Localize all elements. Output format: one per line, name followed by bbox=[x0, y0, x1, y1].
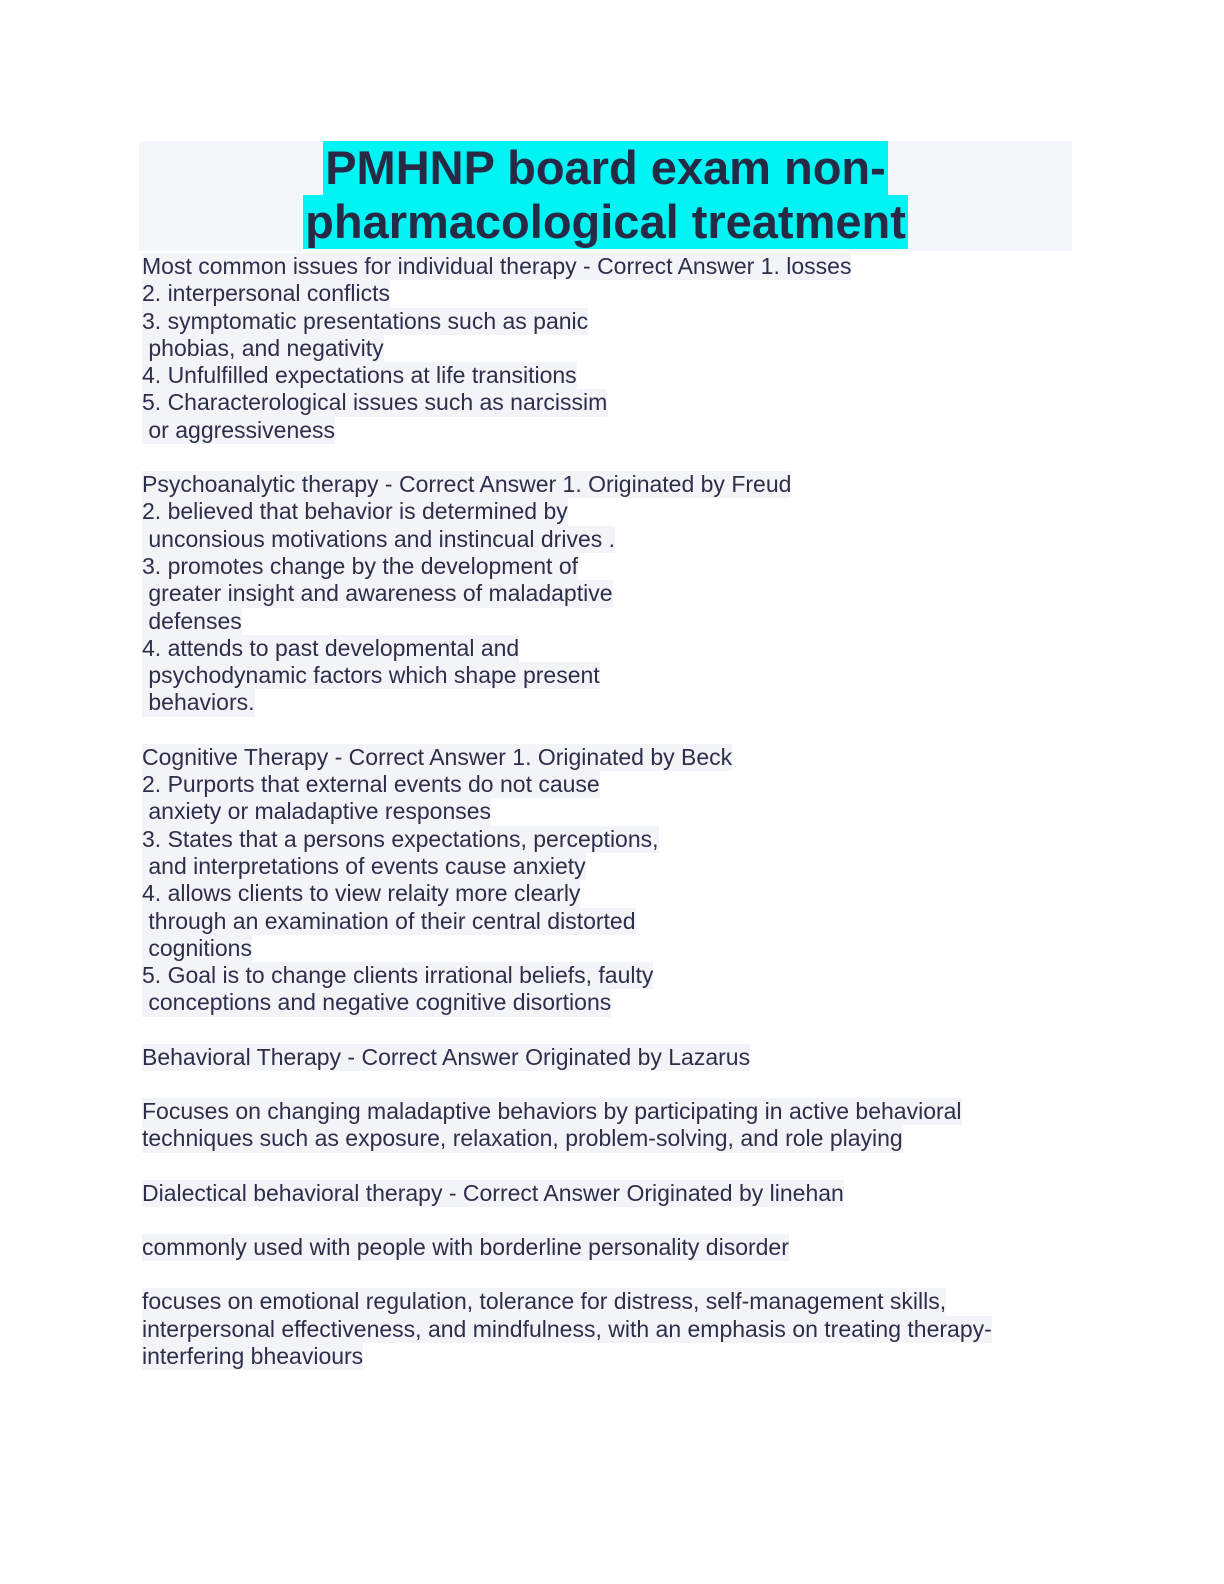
entry-answer-line: 3. States that a persons expectations, perceptions, bbox=[142, 825, 659, 852]
entry-question-line: commonly used with people with borderline personality disorder bbox=[142, 1233, 789, 1260]
entry-answer-line: greater insight and awareness of maladaptive bbox=[142, 580, 613, 607]
flashcard-entry bbox=[142, 471, 1042, 717]
flashcard-entry bbox=[142, 1044, 1042, 1071]
entry-answer-line: 2. interpersonal conflicts bbox=[142, 280, 391, 307]
entry-answer-line: 5. Characterological issues such as narcissim bbox=[142, 389, 608, 416]
entry-answer-line: and interpretations of events cause anxiety bbox=[142, 852, 586, 879]
entry-answer-line: phobias, and negativity bbox=[142, 334, 384, 361]
entry-answer-line: interfering bheaviours bbox=[142, 1342, 364, 1369]
entry-answer-line: through an examination of their central distorted bbox=[142, 907, 636, 934]
entry-question-line: Focuses on changing maladaptive behaviors by participating in active behavioral bbox=[142, 1098, 962, 1125]
entry-answer-line: behaviors. bbox=[142, 689, 255, 716]
entry-answer-line: techniques such as exposure, relaxation, problem-solving, and role playing bbox=[142, 1125, 903, 1152]
title-line-1: PMHNP board exam non- bbox=[325, 141, 886, 194]
entry-answer-line: 4. Unfulfilled expectations at life transitions bbox=[142, 362, 577, 389]
entry-answer-line: 4. attends to past developmental and bbox=[142, 634, 520, 661]
flashcard-entry bbox=[142, 1098, 1042, 1153]
flashcard-entry bbox=[142, 1234, 1042, 1261]
document-title bbox=[139, 141, 1072, 251]
entry-answer-line: unconsious motivations and instincual drives . bbox=[142, 525, 616, 552]
entry-answer-line: cognitions bbox=[142, 934, 252, 961]
entry-answer-line: psychodynamic factors which shape present bbox=[142, 662, 600, 689]
entry-question-line: Psychoanalytic therapy - Correct Answer 1. Originated by Freud bbox=[142, 471, 792, 498]
entry-question-line: Cognitive Therapy - Correct Answer 1. Originated by Beck bbox=[142, 743, 733, 770]
entry-answer-line: 2. Purports that external events do not cause bbox=[142, 771, 600, 798]
entry-answer-line: anxiety or maladaptive responses bbox=[142, 798, 492, 825]
entry-answer-line: or aggressiveness bbox=[142, 416, 336, 443]
entry-answer-line: 2. believed that behavior is determined by bbox=[142, 498, 568, 525]
entry-answer-line: interpersonal effectiveness, and mindfulness, with an emphasis on treating therapy- bbox=[142, 1315, 992, 1342]
entry-answer-line: 5. Goal is to change clients irrational beliefs, faulty bbox=[142, 962, 654, 989]
flashcard-entry bbox=[142, 744, 1042, 1017]
entry-question-line: Dialectical behavioral therapy - Correct Answer Originated by linehan bbox=[142, 1179, 844, 1206]
entry-answer-line: 4. allows clients to view relaity more clearly bbox=[142, 880, 581, 907]
entry-answer-line: 3. symptomatic presentations such as panic bbox=[142, 307, 589, 334]
flashcard-entry bbox=[142, 253, 1042, 444]
flashcard-list bbox=[142, 253, 1042, 1397]
entry-question-line: Behavioral Therapy - Correct Answer Originated by Lazarus bbox=[142, 1043, 751, 1070]
entry-answer-line: conceptions and negative cognitive disortions bbox=[142, 989, 612, 1016]
flashcard-entry bbox=[142, 1180, 1042, 1207]
flashcard-entry bbox=[142, 1288, 1042, 1370]
entry-question-line: Most common issues for individual therapy - Correct Answer 1. losses bbox=[142, 253, 852, 279]
title-line-2: pharmacological treatment bbox=[305, 195, 906, 248]
entry-answer-line: defenses bbox=[142, 607, 242, 634]
entry-question-line: focuses on emotional regulation, tolerance for distress, self-management skills, bbox=[142, 1288, 947, 1315]
entry-answer-line: 3. promotes change by the development of bbox=[142, 552, 579, 579]
